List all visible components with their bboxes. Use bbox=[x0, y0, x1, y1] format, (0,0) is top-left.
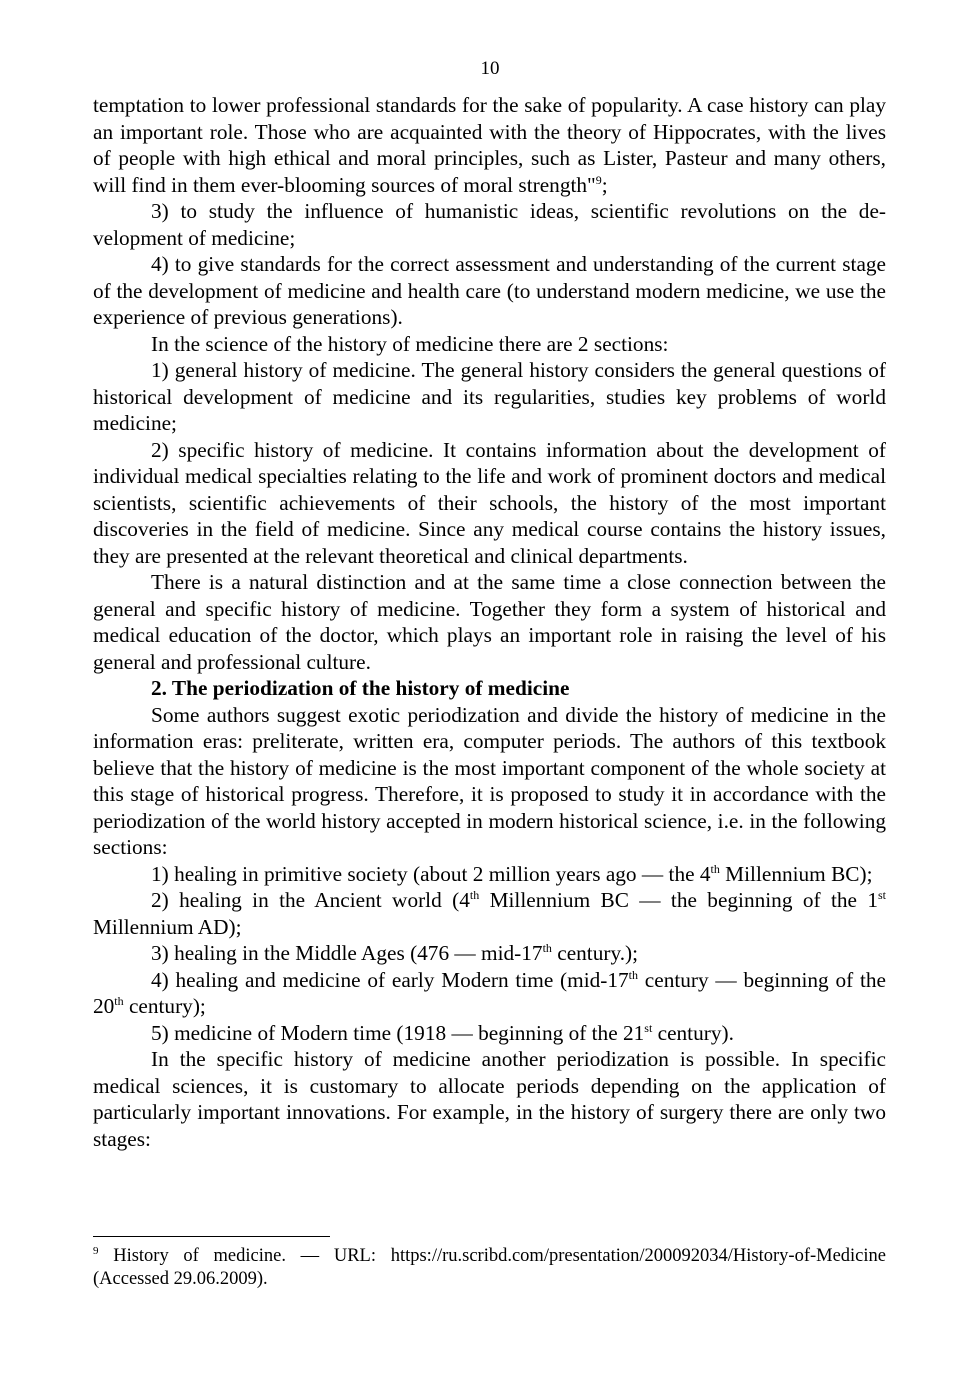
footnote-number: 9 bbox=[93, 1244, 99, 1257]
ordinal-suffix: th bbox=[710, 861, 720, 876]
list-item-period-5 bbox=[93, 1020, 886, 1047]
ordinal-suffix: st bbox=[644, 1020, 653, 1035]
list-item-period-2 bbox=[93, 887, 886, 940]
ordinal-suffix: th bbox=[542, 940, 552, 955]
list-item-text: 2) healing in the Ancient world (4 bbox=[151, 888, 470, 912]
list-item-period-4 bbox=[93, 967, 886, 1020]
footnote bbox=[93, 1245, 886, 1291]
paragraph-goal-3: 3) to study the influence of humanistic ideas, scientific revolutions on the development of medicine; bbox=[93, 199, 886, 250]
list-item-text: century.); bbox=[551, 941, 639, 965]
main-text bbox=[93, 92, 886, 1152]
list-item-text: century ― beginning of the 20 bbox=[93, 967, 887, 1018]
paragraph-specific-history: 2) specific history of medicine. It contains information about the development of individual medical specialties relating to the life and work of prominent doctors and medical scientists, scientific achievements of their schools, the history of the most important discoveries in the field of medicine. Since any medical course contains the history issues, they are presented at the relevant theoretical and clinical departments. bbox=[93, 437, 886, 568]
ordinal-suffix: th bbox=[114, 993, 124, 1008]
list-item-text: Millennium AD); bbox=[93, 914, 242, 939]
footnote-divider bbox=[93, 1236, 330, 1237]
list-item-text: Millennium BC ― the beginning of the 1 bbox=[479, 888, 878, 912]
paragraph-sections-intro: In the science of the history of medicine there are 2 sections: bbox=[151, 331, 669, 356]
ordinal-suffix: th bbox=[628, 967, 639, 982]
footnote-reference[interactable]: 9 bbox=[595, 172, 602, 187]
list-item-text: 1) healing in primitive society (about 2 million years ago ― the 4 bbox=[151, 861, 711, 886]
page-number: 10 bbox=[480, 58, 500, 79]
paragraph-distinction: There is a natural distinction and at the same time a close connection between the general and specific history of medicine. Together they form a system of historical and medical education of the doctor, which plays an important role in raising the level of his general and professional culture. bbox=[93, 570, 886, 674]
list-item-text: 5) medicine of Modern time (1918 ― beginning of the 21 bbox=[151, 1020, 645, 1045]
paragraph-text: temptation to lower professional standards for the sake of popularity. A case history can play an important role. Those who are acquainted with the theory of Hippocrates, with the lives of people with high ethical and moral principles, such as Lister, Pasteur and many others, will find in them ever-blooming sources of moral strength" bbox=[93, 93, 886, 197]
list-item-text: Millennium BC); bbox=[719, 861, 873, 886]
paragraph-goal-4: 4) to give standards for the correct assessment and understanding of the current stage of the development of medicine and health care (to understand modern medicine, we use the experience of previous generations). bbox=[93, 252, 886, 329]
paragraph-specific-periodization: In the specific history of medicine another periodization is possible. In specific medical sciences, it is customary to allocate periods depending on the application of particularly important innovations. For example, in the history of surgery there are only two stages: bbox=[93, 1047, 886, 1151]
ordinal-suffix: st bbox=[877, 887, 886, 902]
list-item-period-1 bbox=[93, 861, 886, 888]
list-item-text: 3) healing in the Middle Ages (476 — mid-17 bbox=[151, 941, 543, 965]
list-item-period-3 bbox=[93, 940, 886, 967]
paragraph-general-history: 1) general history of medicine. The general history considers the general questions of historical development of medicine and its regularities, studies key problems of world medicine; bbox=[93, 358, 886, 435]
paragraph-periodization-intro: Some authors suggest exotic periodization and divide the history of medicine in the information eras: preliterate, written era, computer periods. The authors of this textbook believe that the history of medicine is the most important component of the whole society at this stage of historical progress. Therefore, it is proposed to study it in accordance with the periodization of the world history accepted in modern historical science, i.e. in the following sections: bbox=[93, 702, 886, 859]
ordinal-suffix: th bbox=[469, 887, 480, 902]
list-item-text: century). bbox=[652, 1020, 734, 1045]
footnote-text: History of medicine. — URL: https://ru.scribd.com/presentation/200092034/History-of-Medicine (Accessed 29.06.2009). bbox=[93, 1246, 886, 1289]
paragraph-punctuation: ; bbox=[601, 172, 608, 197]
section-heading: 2. The periodization of the history of medicine bbox=[151, 676, 570, 700]
list-item-text: century); bbox=[123, 994, 206, 1018]
paragraph-continuation bbox=[93, 92, 886, 198]
list-item-text: 4) healing and medicine of early Modern time (mid-17 bbox=[151, 967, 629, 992]
